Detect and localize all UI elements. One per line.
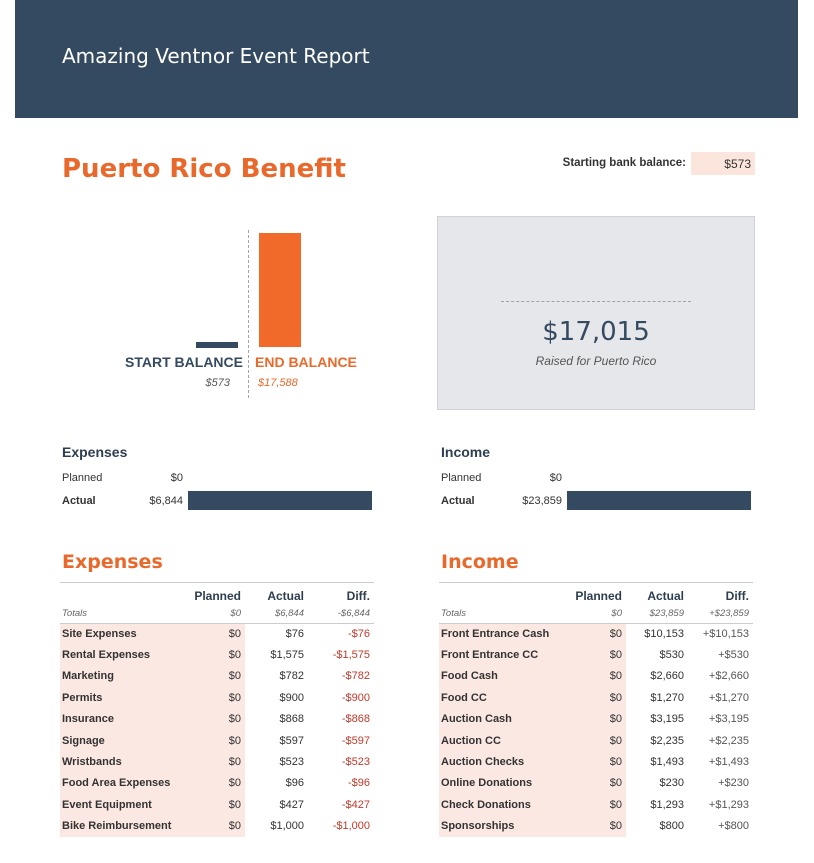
income-planned-label: Planned [441,472,482,484]
row-diff: -$782 [341,670,370,683]
row-diff: -$427 [341,798,370,811]
name-column-header [439,583,561,606]
row-actual: $800 [659,820,684,833]
row-actual: $530 [659,649,684,662]
table-row [439,751,753,772]
start-balance-bar [196,342,238,348]
row-actual: $427 [279,798,304,811]
table-row [439,666,753,687]
raised-amount: $17,015 [542,317,650,347]
row-name[interactable]: Bike Reimbursement [60,816,180,837]
expenses-planned-value: $0 [170,472,183,484]
row-planned[interactable]: $0 [561,730,626,751]
table-row [60,644,374,665]
table-row [439,644,753,665]
row-actual: $10,153 [644,627,684,640]
row-planned[interactable]: $0 [180,709,245,730]
totals-planned: $0 [180,605,245,623]
row-name[interactable]: Marketing [60,666,180,687]
row-planned[interactable]: $0 [561,687,626,708]
row-diff: +$1,493 [708,756,749,769]
row-diff: +$3,195 [708,713,749,726]
row-actual: $2,660 [650,670,684,683]
expenses-table [60,582,374,837]
row-name[interactable]: Auction Checks [439,751,561,772]
row-actual: $230 [659,777,684,790]
table-row [439,709,753,730]
diff-column-header: Diff. [346,589,370,603]
table-row [60,687,374,708]
row-actual: $76 [285,627,304,640]
expenses-table-title: Expenses [62,551,163,573]
row-planned[interactable]: $0 [180,751,245,772]
income-planned-value: $0 [549,472,562,484]
name-column-header [60,583,180,606]
row-diff: +$800 [718,820,749,833]
expenses-planned-label: Planned [62,472,103,484]
row-diff: -$96 [347,777,370,790]
row-planned[interactable]: $0 [561,773,626,794]
totals-row [439,605,753,623]
row-diff: -$900 [341,691,370,704]
row-planned[interactable]: $0 [561,666,626,687]
table-row [60,751,374,772]
row-diff: +$1,270 [708,691,749,704]
row-name[interactable]: Food Area Expenses [60,773,180,794]
row-planned[interactable]: $0 [561,623,626,644]
actual-column-header: Actual [647,589,684,603]
report-header [15,0,798,118]
table-row [60,816,374,837]
expenses-actual-value: $6,844 [149,495,183,507]
row-planned[interactable]: $0 [180,816,245,837]
row-actual: $2,235 [650,734,684,747]
row-name[interactable]: Insurance [60,709,180,730]
planned-column-header: Planned [194,589,241,603]
row-name[interactable]: Rental Expenses [60,644,180,665]
totals-planned: $0 [561,605,626,623]
totals-diff: +$23,859 [688,605,753,623]
row-name[interactable]: Auction Cash [439,709,561,730]
row-actual: $900 [279,691,304,704]
row-planned[interactable]: $0 [561,751,626,772]
actual-column-header: Actual [267,589,304,603]
starting-bank-balance-label: Starting bank balance: [562,157,686,169]
income-actual-value: $23,859 [522,495,562,507]
row-planned[interactable]: $0 [180,666,245,687]
row-planned[interactable]: $0 [180,687,245,708]
expenses-actual-label: Actual [62,495,96,507]
table-row [439,623,753,644]
row-diff: -$76 [347,627,370,640]
expenses-summary-title: Expenses [62,444,128,460]
income-actual-label: Actual [441,495,475,507]
row-planned[interactable]: $0 [561,644,626,665]
row-planned[interactable]: $0 [561,816,626,837]
row-planned[interactable]: $0 [180,644,245,665]
income-table [439,582,753,837]
row-name[interactable]: Auction CC [439,730,561,751]
row-planned[interactable]: $0 [180,773,245,794]
row-name[interactable]: Check Donations [439,794,561,815]
row-diff: +$2,660 [708,670,749,683]
table-row [439,794,753,815]
row-planned[interactable]: $0 [180,730,245,751]
row-name[interactable]: Food CC [439,687,561,708]
row-actual: $523 [279,756,304,769]
row-actual: $1,575 [270,649,304,662]
event-title: Puerto Rico Benefit [62,154,346,184]
end-balance-value: $17,588 [258,377,298,389]
row-diff: -$1,000 [332,820,370,833]
totals-label: Totals [439,605,561,623]
row-diff: +$530 [718,649,749,662]
starting-bank-balance-value[interactable]: $573 [691,152,755,175]
raised-divider [501,301,691,302]
row-actual: $782 [279,670,304,683]
row-planned[interactable]: $0 [180,794,245,815]
income-table-title: Income [441,551,519,573]
totals-actual: $23,859 [626,605,688,623]
totals-label: Totals [60,605,180,623]
row-name[interactable]: Signage [60,730,180,751]
row-actual: $1,493 [650,756,684,769]
totals-actual: $6,844 [245,605,308,623]
row-planned[interactable]: $0 [561,709,626,730]
row-diff: -$597 [341,734,370,747]
totals-diff: -$6,844 [308,605,374,623]
row-name[interactable]: Online Donations [439,773,561,794]
row-actual: $96 [285,777,304,790]
expenses-actual-bar [188,491,372,510]
row-name[interactable]: Sponsorships [439,816,561,837]
table-row [60,794,374,815]
table-row [60,709,374,730]
row-name[interactable]: Front Entrance CC [439,644,561,665]
start-balance-value: $573 [205,377,230,389]
row-actual: $597 [279,734,304,747]
row-name[interactable]: Event Equipment [60,794,180,815]
table-row [439,687,753,708]
report-title: Amazing Ventnor Event Report [62,44,370,68]
row-actual: $868 [279,713,304,726]
row-diff: +$2,235 [708,734,749,747]
row-actual: $1,270 [650,691,684,704]
raised-caption: Raised for Puerto Rico [535,354,657,368]
row-name[interactable]: Permits [60,687,180,708]
income-summary-title: Income [441,444,491,460]
table-row [60,666,374,687]
row-diff: -$523 [341,756,370,769]
row-diff: +$230 [718,777,749,790]
row-diff: -$868 [341,713,370,726]
row-name[interactable]: Wristbands [60,751,180,772]
table-row [60,730,374,751]
row-actual: $1,000 [270,820,304,833]
row-actual: $3,195 [650,713,684,726]
balance-divider [248,230,249,398]
planned-column-header: Planned [575,589,622,603]
row-diff: +$1,293 [708,798,749,811]
table-row [60,623,374,644]
row-name[interactable]: Site Expenses [60,623,180,644]
row-actual: $1,293 [650,798,684,811]
table-row [60,773,374,794]
table-row [439,730,753,751]
diff-column-header: Diff. [725,589,749,603]
table-header-row [439,583,753,606]
row-planned[interactable]: $0 [561,794,626,815]
income-actual-bar [567,491,751,510]
row-planned[interactable]: $0 [180,623,245,644]
totals-row [60,605,374,623]
raised-summary-box [437,216,755,410]
row-name[interactable]: Front Entrance Cash [439,623,561,644]
end-balance-label: END BALANCE [255,354,357,370]
end-balance-bar [259,233,301,347]
row-diff: +$10,153 [702,627,749,640]
table-row [439,773,753,794]
table-header-row [60,583,374,606]
table-row [439,816,753,837]
row-name[interactable]: Food Cash [439,666,561,687]
row-diff: -$1,575 [332,649,370,662]
start-balance-label: START BALANCE [125,354,243,370]
